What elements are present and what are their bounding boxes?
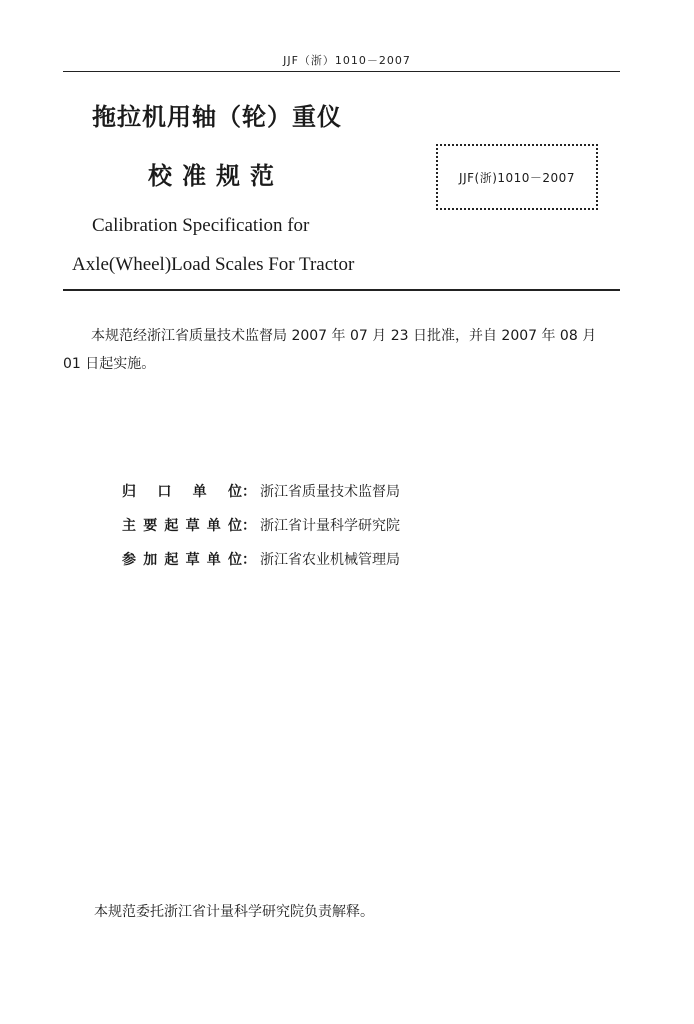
english-title-line-1: Calibration Specification for (92, 215, 310, 236)
unit-row-centralized (122, 474, 400, 508)
chinese-title-line-1: 拖拉机用轴（轮）重仪 (92, 103, 342, 131)
interpretation-note: 本规范委托浙江省计量科学研究院负责解释。 (94, 904, 374, 920)
header-standard-code: JJF（浙）1010－2007 (283, 54, 411, 67)
unit-label: 归口单位 (122, 484, 242, 500)
unit-colon: ： (242, 518, 256, 534)
unit-label: 主要起草单位 (122, 518, 242, 534)
unit-value: 浙江省农业机械管理局 (260, 552, 400, 568)
responsible-units (122, 474, 400, 576)
unit-value: 浙江省计量科学研究院 (260, 518, 400, 534)
standard-code-text: JJF(浙)1010－2007 (459, 170, 575, 185)
english-title-line-2: Axle(Wheel)Load Scales For Tractor (72, 254, 355, 275)
unit-colon: ： (242, 484, 256, 500)
header-divider (63, 71, 620, 72)
chinese-title-line-2: 校准规范 (148, 162, 284, 190)
unit-row-main-drafting (122, 508, 400, 542)
unit-value: 浙江省质量技术监督局 (260, 484, 400, 500)
standard-code-box (436, 144, 598, 210)
approval-statement: 本规范经浙江省质量技术监督局 2007 年 07 月 23 日批准，并自 2007 年 08 月 01 日起实施。 (63, 328, 597, 372)
unit-row-participating-drafting (122, 542, 400, 576)
title-divider (63, 289, 620, 291)
unit-colon: ： (242, 552, 256, 568)
unit-label: 参加起草单位 (122, 552, 242, 568)
